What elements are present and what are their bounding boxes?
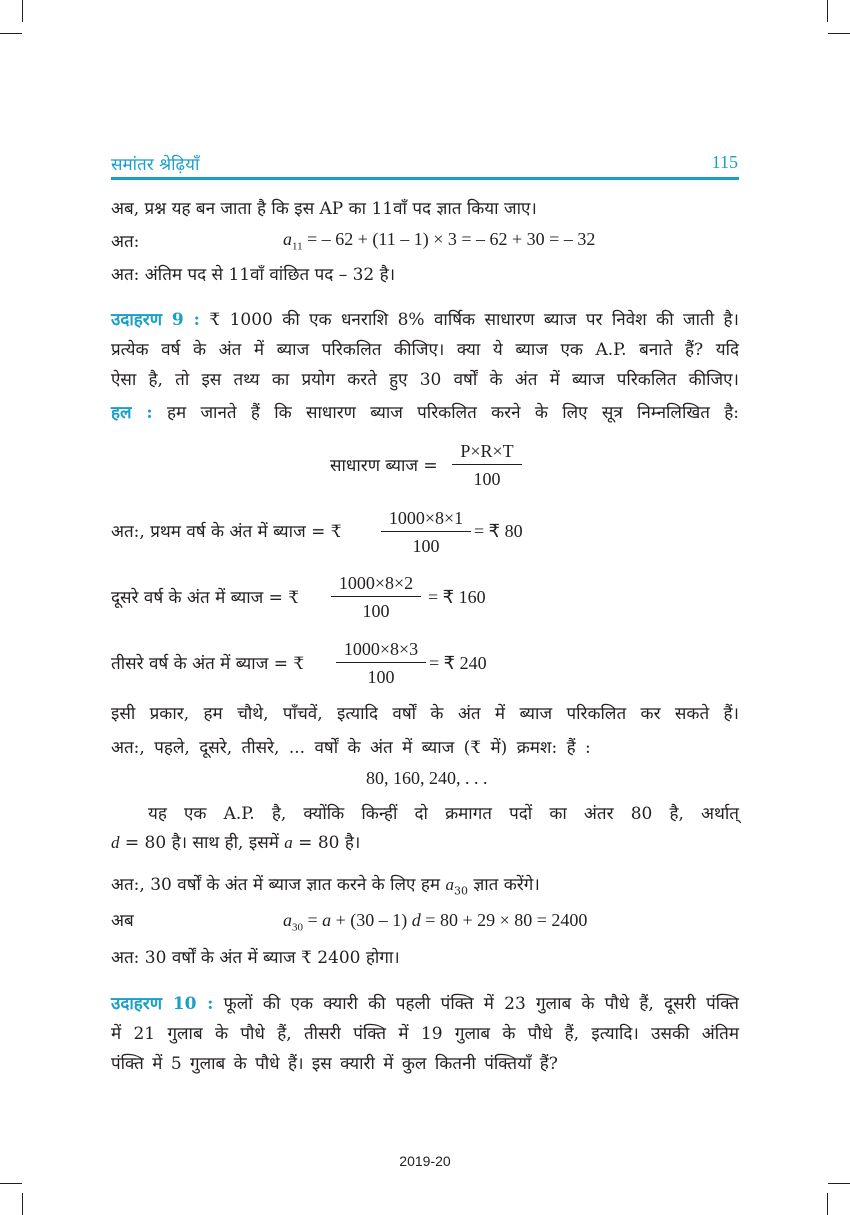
example-9-line-2: प्रत्येक वर्ष के अंत में ब्याज परिकलित कीजिए। क्या ये ब्याज एक A.P. बनाते हैं? यदि bbox=[111, 340, 739, 360]
crop-mark-top-right-v bbox=[827, 0, 828, 22]
crop-mark-top-right-h bbox=[828, 33, 850, 34]
simple-interest-label: साधारण ब्याज = bbox=[330, 456, 438, 476]
year-3-fraction: 1000×8×3 100 bbox=[336, 639, 426, 688]
text-label-hence: अत: bbox=[111, 232, 140, 252]
running-header-title: समांतर श्रेढ़ियाँ bbox=[111, 155, 200, 175]
crop-mark-bottom-right-v bbox=[827, 1193, 828, 1215]
year-1-fraction: 1000×8×1 100 bbox=[381, 508, 471, 557]
example-10-line-2: में 21 गुलाब के पौधे हैं, तीसरी पंक्ति में 19 गुलाब के पौधे हैं, इत्यादि। उसकी अंतिम bbox=[111, 1024, 739, 1044]
sequence: 80, 160, 240, . . . bbox=[366, 768, 488, 788]
example-10-line-3: पंक्ति में 5 गुलाब के पौधे हैं। इस क्यारी में कुल कितनी पंक्तियाँ हैं? bbox=[111, 1054, 558, 1074]
text-line: अब, प्रश्न यह बन जाता है कि इस AP का 11वाँ पद ज्ञात किया जाए। bbox=[111, 199, 537, 219]
example-9-line-1: उदाहरण 9 : ₹ 1000 की एक धनराशि 8% वार्षिक साधारण ब्याज पर निवेश की जाती है। bbox=[111, 310, 739, 330]
year-1-result: = ₹ 80 bbox=[474, 521, 523, 541]
text-line: अत: अंतिम पद से 11वाँ वांछित पद – 32 है। bbox=[111, 265, 396, 285]
text-line: d = 80 है। साथ ही, इसमें a = 80 है। bbox=[111, 833, 361, 853]
footer-year: 2019-20 bbox=[399, 1153, 451, 1169]
example-9-label: उदाहरण 9 : bbox=[111, 310, 200, 330]
crop-mark-top-left-v bbox=[22, 0, 23, 22]
year-1-label: अत:, प्रथम वर्ष के अंत में ब्याज = ₹ bbox=[111, 522, 342, 542]
text-line: अत:, पहले, दूसरे, तीसरे, ... वर्षों के अंत में ब्याज (₹ में) क्रमश: हैं : bbox=[111, 738, 591, 758]
crop-mark-top-left-h bbox=[0, 33, 22, 34]
text-line: यह एक A.P. है, क्योंकि किन्हीं दो क्रमागत पदों का अंतर 80 है, अर्थात् bbox=[148, 804, 739, 824]
header-rule bbox=[111, 177, 739, 180]
year-2-result: = ₹ 160 bbox=[428, 587, 486, 607]
text-label-now: अब bbox=[111, 911, 134, 931]
solution-label: हल : bbox=[111, 403, 153, 423]
formula-fraction: P×R×T 100 bbox=[452, 441, 522, 490]
text-line: इसी प्रकार, हम चौथे, पाँचवें, इत्यादि वर्षों के अंत में ब्याज परिकलित कर सकते हैं। bbox=[111, 704, 739, 724]
page-number: 115 bbox=[711, 152, 738, 172]
year-3-result: = ₹ 240 bbox=[429, 653, 487, 673]
equation-a11: $a_{11}$ = – 62 + (11 – 1) × 3 = – 62 + 30 = – 32 bbox=[283, 229, 596, 253]
year-2-fraction: 1000×8×2 100 bbox=[331, 573, 421, 622]
crop-mark-bottom-left-v bbox=[22, 1193, 23, 1215]
text-line: अत:, 30 वर्षों के अंत में ब्याज ज्ञात करने के लिए हम $a_{30}$ ज्ञात करेंगे। bbox=[111, 875, 540, 898]
equation-a30: $a_{30} = a + (30 - 1) d = 80 + 29 \times 80 = 2400$ bbox=[283, 910, 588, 934]
year-2-label: दूसरे वर्ष के अंत में ब्याज = ₹ bbox=[111, 588, 300, 608]
solution-line-1: हल : हम जानते हैं कि साधारण ब्याज परिकलित करने के लिए सूत्र निम्नलिखित है: bbox=[111, 403, 740, 423]
example-9-line-3: ऐसा है, तो इस तथ्य का प्रयोग करते हुए 30 वर्षों के अंत में ब्याज परिकलित कीजिए। bbox=[111, 370, 739, 390]
year-3-label: तीसरे वर्ष के अंत में ब्याज = ₹ bbox=[111, 654, 305, 674]
crop-mark-bottom-right-h bbox=[828, 1183, 850, 1184]
crop-mark-bottom-left-h bbox=[0, 1183, 22, 1184]
example-10-line-1: उदाहरण 10 : फूलों की एक क्यारी की पहली पंक्ति में 23 गुलाब के पौधे हैं, दूसरी पंक्ति bbox=[111, 994, 739, 1014]
text-line: अत: 30 वर्षों के अंत में ब्याज ₹ 2400 होगा। bbox=[111, 948, 400, 968]
example-10-label: उदाहरण 10 : bbox=[111, 994, 214, 1014]
